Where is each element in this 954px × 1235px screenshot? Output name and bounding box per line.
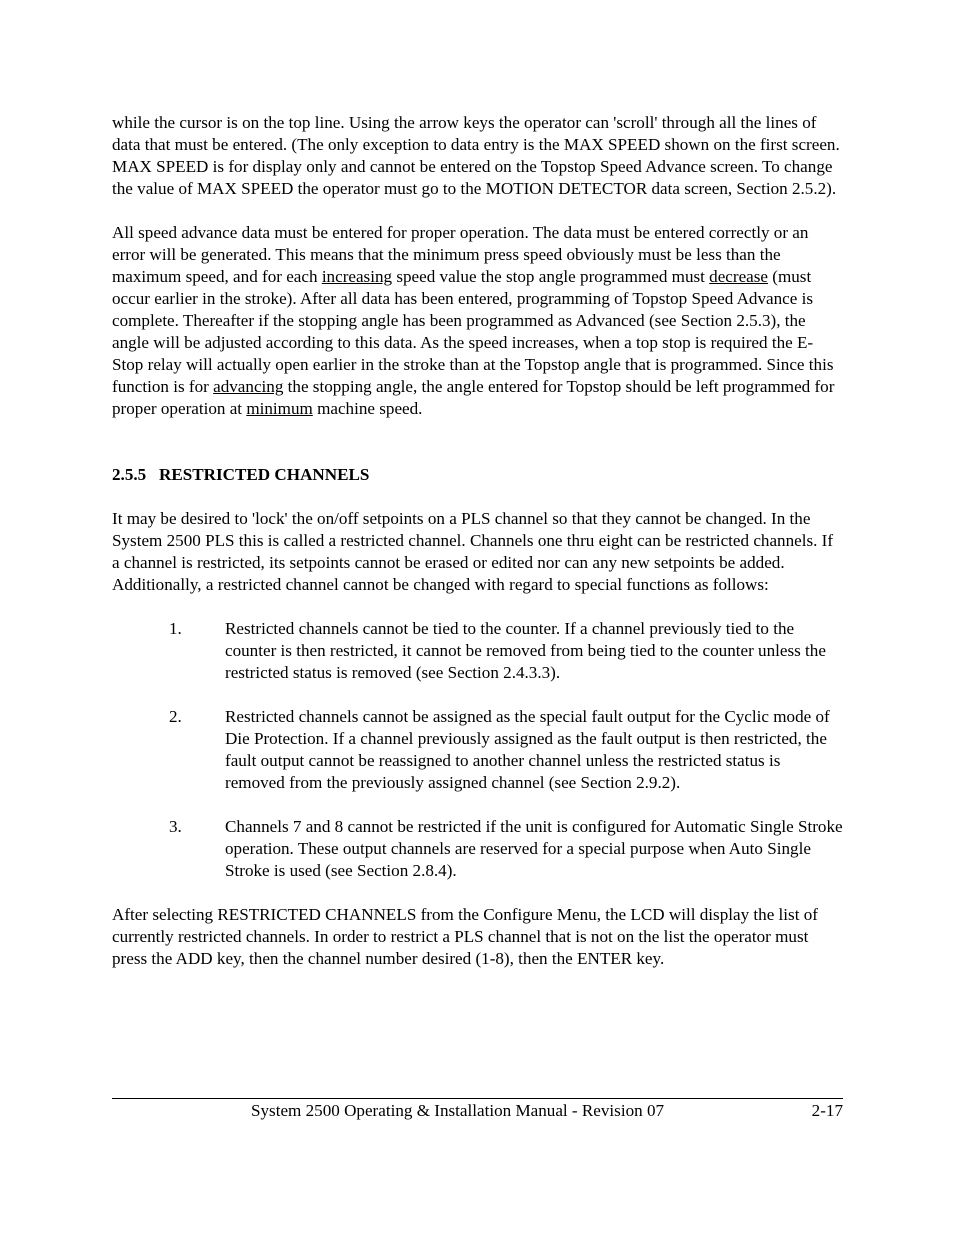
paragraph-configure-menu: After selecting RESTRICTED CHANNELS from the Configure Menu, the LCD will display the list of currently restricted channels. In order to restrict a PLS channel that is not on the list the operator must press the ADD key, then the channel number desired (1-8), then the ENTER key.	[112, 905, 818, 968]
paragraph-topstop-cursor: while the cursor is on the top line. Using the arrow keys the operator can 'scroll' through all the lines of data that must be entered. (The only exception to data entry is the MAX SPEED shown on the first screen. MAX SPEED is for display only and cannot be entered on the Topstop Speed Advance screen. To change the value of MAX SPEED the operator must go to the MOTION DETECTOR data screen, Section 2.5.2).	[112, 113, 840, 198]
list-item-text: Restricted channels cannot be tied to the counter. If a channel previously tied to the counter is then restricted, it cannot be removed from being tied to the counter unless the restricted status is removed (see Section 2.4.3.3).	[225, 619, 826, 682]
list-item	[112, 706, 844, 794]
list-item	[112, 618, 844, 684]
paragraph-restricted-intro: It may be desired to 'lock' the on/off setpoints on a PLS channel so that they cannot be changed. In the System 2500 PLS this is called a restricted channel. Channels one thru eight can be restricted channels. If a channel is restricted, its setpoints cannot be erased or edited nor can any new setpoints be added. Additionally, a restricted channel cannot be changed with regard to special functions as follows:	[112, 509, 834, 594]
text-span: (must occur earlier in the stroke). After all data has been entered, programming of Topstop Speed Advance is complete. Thereafter if the stopping angle has been programmed as Advanced (see Section 2.5.3), the angle will be adjusted according to this data. As the speed increases, when a top stop is required the E-Stop relay will actually open earlier in the stroke than at the Topstop angle that is programmed. Since this function is for	[112, 267, 834, 396]
list-item	[112, 816, 844, 882]
list-item-number: 1.	[169, 619, 182, 638]
paragraph-speed-advance	[112, 222, 844, 420]
underlined-word-minimum: minimum	[246, 399, 313, 418]
list-item-text: Channels 7 and 8 cannot be restricted if the unit is configured for Automatic Single Stroke operation. These output channels are reserved for a special purpose when Auto Single Stroke is used (see Section 2.8.4).	[225, 817, 843, 880]
section-heading: 2.5.5 RESTRICTED CHANNELS	[112, 465, 370, 484]
text-span: speed value the stop angle programmed must	[392, 267, 710, 286]
page-number: 2-17	[811, 1101, 843, 1120]
numbered-list	[112, 618, 844, 882]
text-span: the stopping angle, the angle entered for Topstop should be left programmed for proper operation at	[112, 377, 835, 418]
footer-divider	[112, 1098, 843, 1099]
list-item-number: 3.	[169, 817, 182, 836]
list-item-number: 2.	[169, 707, 182, 726]
underlined-word-decrease: decrease	[709, 267, 768, 286]
text-span: machine speed.	[312, 399, 423, 418]
list-item-text: Restricted channels cannot be assigned as the special fault output for the Cyclic mode of Die Protection. If a channel previously assigned as the fault output is then restricted, the fault output cannot be reassigned to another channel unless the restricted status is removed from the previously assigned channel (see Section 2.9.2).	[225, 707, 830, 792]
footer-title: System 2500 Operating & Installation Manual - Revision 07	[251, 1101, 665, 1120]
text-span: All speed advance data must be entered for proper operation. The data must be entered correctly or an error will be generated. This means that the minimum press speed obviously must be less than the maximum speed, and for each	[112, 223, 809, 286]
document-body	[112, 112, 844, 970]
underlined-word-increasing: increasing	[321, 267, 393, 286]
underlined-word-advancing: advancing	[213, 377, 284, 396]
